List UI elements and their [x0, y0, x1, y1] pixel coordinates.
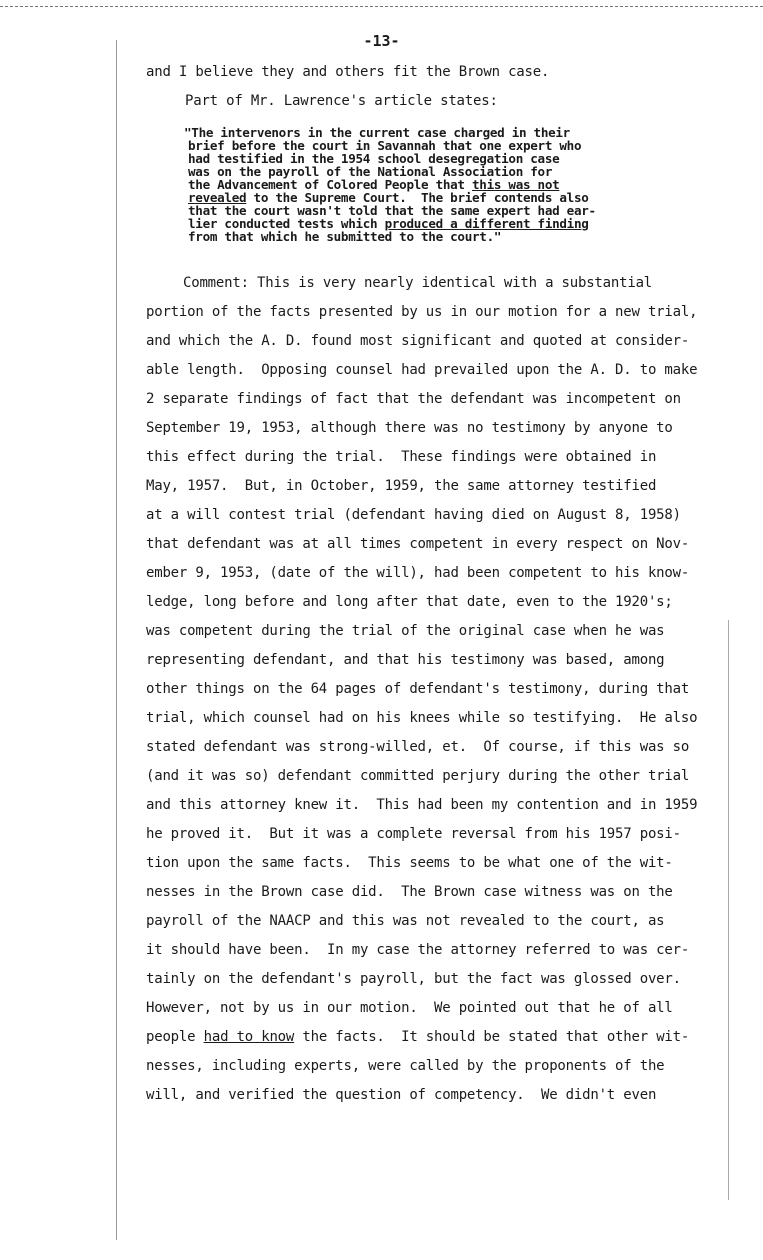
- body-line: this effect during the trial. These findings were obtained in: [146, 449, 657, 465]
- quote-line: from that which he submitted to the court.": [188, 229, 502, 244]
- body-line: will, and verified the question of competency. We didn't even: [146, 1087, 657, 1103]
- body-line: ledge, long before and long after that date, even to the 1920's;: [146, 594, 673, 610]
- body-line: (and it was so) defendant committed perjury during the other trial: [146, 768, 690, 784]
- body-line: ember 9, 1953, (date of the will), had been competent to his know-: [146, 565, 690, 581]
- body-line: [146, 1029, 689, 1045]
- body-line: trial, which counsel had on his knees while so testifying. He also: [146, 710, 698, 726]
- body-line: May, 1957. But, in October, 1959, the same attorney testified: [146, 478, 657, 494]
- underlined-text: this was not: [472, 177, 560, 192]
- scan-left-edge: [116, 40, 117, 1240]
- underlined-text: had to know: [203, 1029, 295, 1045]
- body-line: at a will contest trial (defendant having died on August 8, 1958): [146, 507, 681, 523]
- body-line: that defendant was at all times competent in every respect on Nov-: [146, 536, 690, 552]
- body-line: he proved it. But it was a complete reversal from his 1957 posi-: [146, 826, 681, 842]
- quote-line: brief before the court in Savannah that one expert who: [188, 138, 582, 153]
- body-line: portion of the facts presented by us in our motion for a new trial,: [146, 304, 698, 320]
- body-line: nesses, including experts, were called by the proponents of the: [146, 1058, 665, 1074]
- page-number: -13-: [363, 32, 400, 50]
- body-line: other things on the 64 pages of defendant's testimony, during that: [146, 681, 690, 697]
- opening-line: and I believe they and others fit the Brown case.: [146, 64, 550, 80]
- body-line: nesses in the Brown case did. The Brown case witness was on the: [146, 884, 673, 900]
- underlined-text: produced a different finding: [384, 216, 589, 231]
- quote-line: had testified in the 1954 school desegregation case: [188, 151, 560, 166]
- underlined-text: revealed: [188, 190, 247, 205]
- scan-right-edge: [728, 620, 729, 1200]
- body-line: and which the A. D. found most significant and quoted at consider-: [146, 333, 690, 349]
- body-text: the facts. It should be stated that other wit-: [294, 1029, 690, 1045]
- body-line: was competent during the trial of the original case when he was: [146, 623, 665, 639]
- body-line: tion upon the same facts. This seems to be what one of the wit-: [146, 855, 673, 871]
- body-line: Comment: This is very nearly identical with a substantial: [183, 275, 653, 291]
- scan-top-edge: [0, 0, 763, 7]
- quote-line: was on the payroll of the National Association for: [188, 164, 553, 179]
- body-line: However, not by us in our motion. We pointed out that he of all: [146, 1000, 673, 1016]
- quote-line: that the court wasn't told that the same expert had ear-: [188, 203, 596, 218]
- body-line: September 19, 1953, although there was no testimony by anyone to: [146, 420, 673, 436]
- quote-text: lier conducted tests which: [188, 216, 385, 231]
- body-line: it should have been. In my case the attorney referred to was cer-: [146, 942, 690, 958]
- intro-line: Part of Mr. Lawrence's article states:: [185, 93, 498, 109]
- quote-line: "The intervenors in the current case charged in their: [184, 125, 570, 140]
- body-line: payroll of the NAACP and this was not revealed to the court, as: [146, 913, 665, 929]
- quote-text: to the Supreme Court. The brief contends also: [246, 190, 589, 205]
- body-text: people: [146, 1029, 204, 1045]
- body-line: 2 separate findings of fact that the defendant was incompetent on: [146, 391, 681, 407]
- quote-text: the Advancement of Colored People that: [188, 177, 473, 192]
- body-line: tainly on the defendant's payroll, but the fact was glossed over.: [146, 971, 681, 987]
- body-line: able length. Opposing counsel had prevailed upon the A. D. to make: [146, 362, 698, 378]
- body-line: representing defendant, and that his testimony was based, among: [146, 652, 665, 668]
- body-line: and this attorney knew it. This had been my contention and in 1959: [146, 797, 698, 813]
- body-line: stated defendant was strong-willed, et. Of course, if this was so: [146, 739, 690, 755]
